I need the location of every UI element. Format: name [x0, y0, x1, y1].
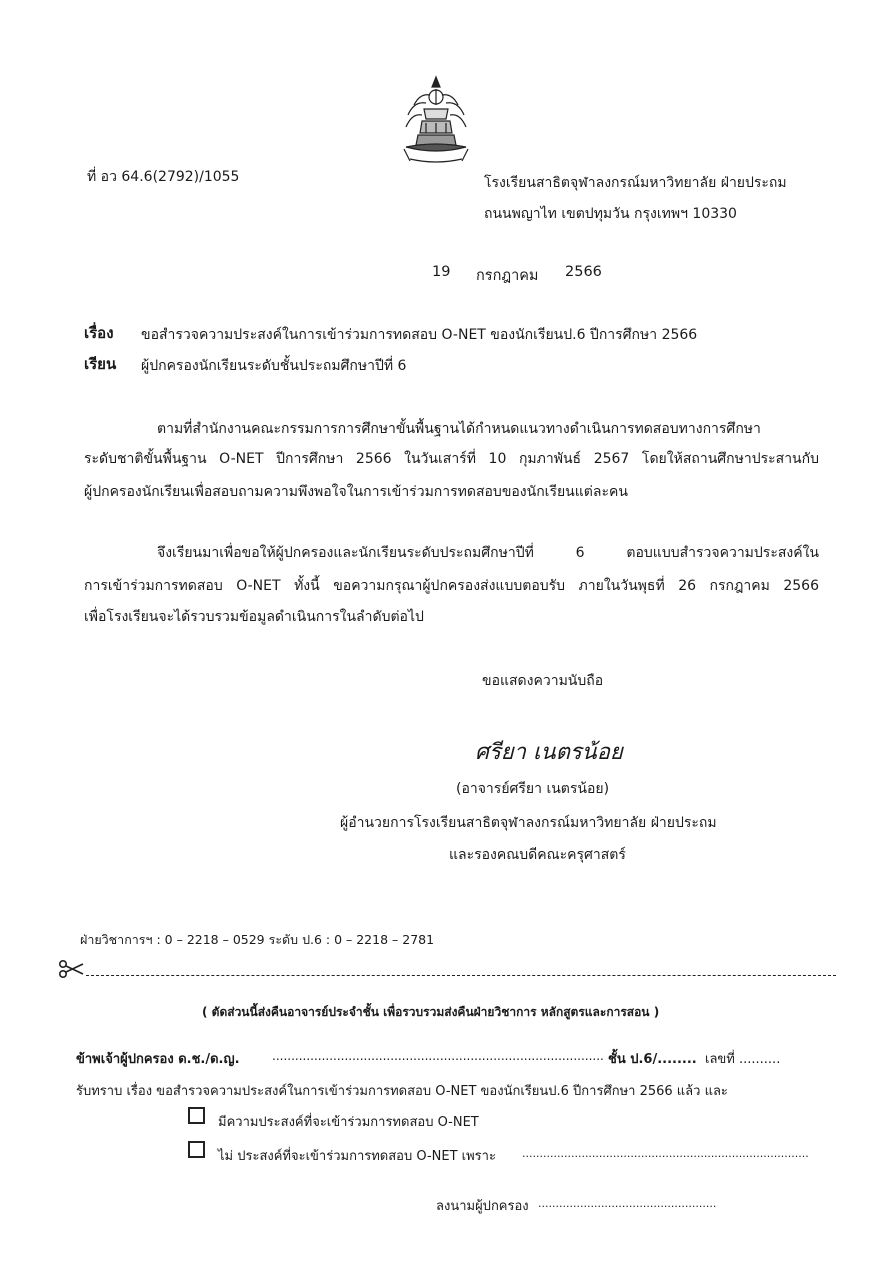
recipient-label: เรียน [84, 355, 117, 373]
option-attend-label: มีความประสงค์ที่จะเข้าร่วมการทดสอบ O-NET [218, 1115, 479, 1130]
class-field[interactable]: ชั้น ป.6/........ [608, 1052, 697, 1067]
phra-kieo-emblem-icon [400, 75, 472, 167]
para1-line1: ตามที่สำนักงานคณะกรรมการการศึกษาขั้นพื้นฐานได้กำหนดแนวทางดำเนินการทดสอบทางการศึกษา [157, 421, 761, 437]
date-day: 19 [432, 264, 451, 280]
subject-label: เรื่อง [84, 324, 114, 342]
reference-number: ที่ อว 64.6(2792)/1055 [87, 169, 240, 185]
para2-line2: การเข้าร่วมการทดสอบ O-NET ทั้งนี้ ขอความกรุณาผู้ปกครองส่งแบบตอบรับ ภายในวันพุธที่ 26 กรกฎาคม 2566 [84, 578, 819, 594]
decline-reason-field[interactable]: .................................................................................. [522, 1147, 809, 1160]
guardian-label: ข้าพเจ้าผู้ปกครอง ด.ช./ด.ญ. [76, 1052, 240, 1067]
subject-text: ขอสำรวจความประสงค์ในการเข้าร่วมการทดสอบ O-NET ของนักเรียนป.6 ปีการศึกษา 2566 [141, 327, 698, 343]
option-attend-checkbox[interactable] [188, 1107, 205, 1124]
date-year: 2566 [565, 264, 602, 280]
para2-line3: เพื่อโรงเรียนจะได้รวบรวมข้อมูลดำเนินการในลำดับต่อไป [84, 609, 424, 625]
para2-line1: จึงเรียนมาเพื่อขอให้ผู้ปกครองและนักเรียนระดับประถมศึกษาปีที่ 6 ตอบแบบสำรวจความประสงค์ใน [157, 545, 819, 561]
student-number-field[interactable]: เลขที่ .......... [705, 1052, 781, 1067]
guardian-signature-label: ลงนามผู้ปกครอง [436, 1199, 529, 1214]
para1-line2: ระดับชาติขั้นพื้นฐาน O-NET ปีการศึกษา 2566 ในวันเสาร์ที่ 10 กุมภาพันธ์ 2567 โดยให้สถานศึกษาประสานกับ [84, 451, 819, 467]
recipient-text: ผู้ปกครองนักเรียนระดับชั้นประถมศึกษาปีที่ 6 [141, 358, 407, 374]
school-name: โรงเรียนสาธิตจุฬาลงกรณ์มหาวิทยาลัย ฝ่ายประถม [484, 175, 787, 191]
signer-title-2: และรองคณบดีคณะครุศาสตร์ [449, 847, 626, 863]
guardian-signature-field[interactable]: ................................................... [538, 1197, 717, 1210]
signature: ศรียา เนตรน้อย [475, 740, 623, 765]
student-name-field[interactable]: ....................................................................................... [272, 1049, 604, 1063]
cut-line [86, 975, 836, 976]
contact-line: ฝ่ายวิชาการฯ : 0 – 2218 – 0529 ระดับ ป.6 : 0 – 2218 – 2781 [80, 932, 435, 947]
option-decline-checkbox[interactable] [188, 1141, 205, 1158]
signer-title: ผู้อำนวยการโรงเรียนสาธิตจุฬาลงกรณ์มหาวิทยาลัย ฝ่ายประถม [340, 815, 717, 831]
regards-text: ขอแสดงความนับถือ [482, 673, 604, 689]
signer-name: (อาจารย์ศรียา เนตรน้อย) [456, 781, 610, 797]
reply-instruction: ( ตัดส่วนนี้ส่งคืนอาจารย์ประจำชั้น เพื่อรวบรวมส่งคืนฝ่ายวิชาการ หลักสูตรและการสอน ) [202, 1005, 660, 1019]
acknowledge-line: รับทราบ เรื่อง ขอสำรวจความประสงค์ในการเข้าร่วมการทดสอบ O-NET ของนักเรียนป.6 ปีการศึกษา 2566 แล้ว และ [76, 1084, 728, 1099]
para1-line3: ผู้ปกครองนักเรียนเพื่อสอบถามความพึงพอใจในการเข้าร่วมการทดสอบของนักเรียนแต่ละคน [84, 484, 628, 500]
date-month: กรกฎาคม [476, 268, 539, 284]
option-decline-label: ไม่ ประสงค์ที่จะเข้าร่วมการทดสอบ O-NET เพราะ [218, 1149, 496, 1164]
scissors-icon [58, 960, 84, 978]
school-address: ถนนพญาไท เขตปทุมวัน กรุงเทพฯ 10330 [484, 206, 737, 222]
